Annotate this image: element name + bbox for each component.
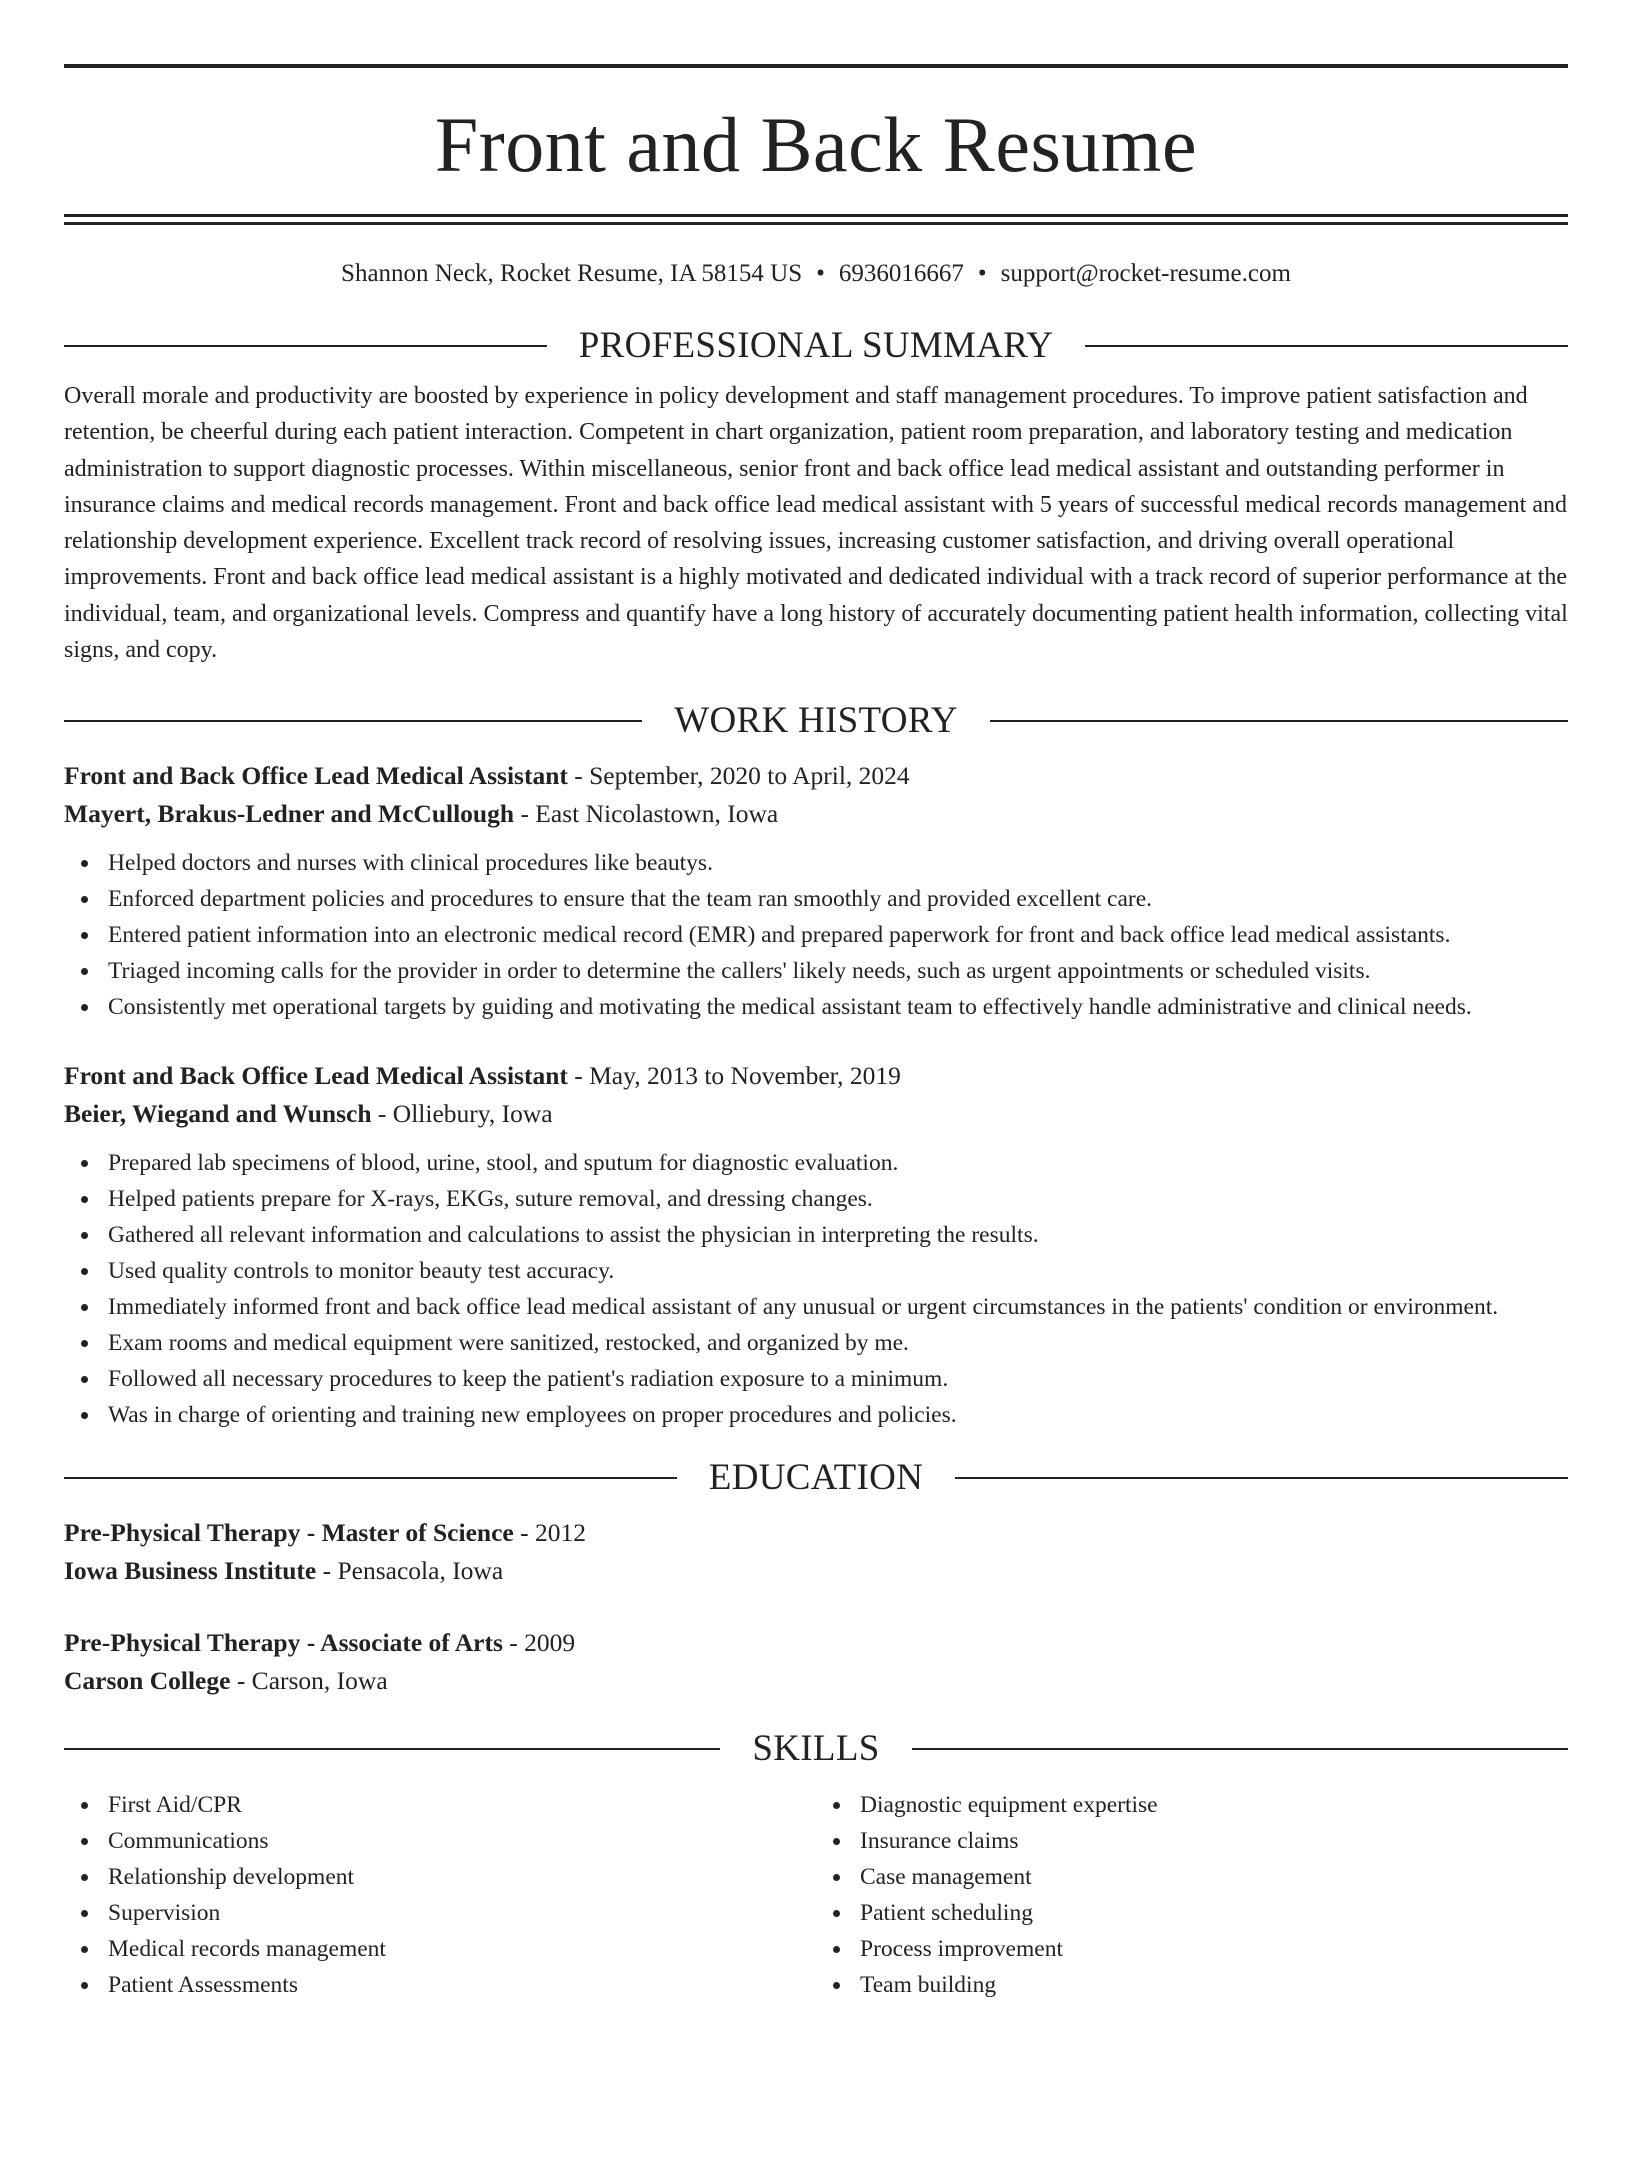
- section-title: EDUCATION: [708, 1457, 924, 1499]
- job-entry: [64, 757, 1568, 1025]
- title-double-rule: [64, 214, 1568, 225]
- skill-text: Process improvement: [860, 1936, 1063, 1963]
- contact-phone: 6936016667: [838, 260, 964, 287]
- contact-address: Shannon Neck, Rocket Resume, IA 58154 US: [341, 260, 803, 287]
- list-item: [816, 1823, 1568, 1859]
- job-bullets: [64, 1145, 1568, 1433]
- list-item-text: Consistently met operational targets by guiding and motivating the medical assistant team to effectively handle administrative and clinical needs.: [108, 994, 1472, 1021]
- list-item-text: Entered patient information into an electronic medical record (EMR) and prepared paperwork for front and back office lead medical assistants.: [108, 922, 1451, 949]
- bullet-icon: [81, 1802, 88, 1809]
- skill-text: Patient Assessments: [108, 1972, 298, 1999]
- skill-text: Relationship development: [108, 1864, 355, 1891]
- education-degree: Pre-Physical Therapy - Master of Science: [64, 1518, 514, 1548]
- list-item: [64, 1289, 1568, 1325]
- bullet-icon: [833, 1874, 840, 1881]
- job-company: Beier, Wiegand and Wunsch: [64, 1099, 372, 1129]
- resume-page: [0, 64, 1632, 2176]
- bullet-icon: [81, 1874, 88, 1881]
- list-item: [64, 1397, 1568, 1433]
- bullet-icon: [81, 1304, 88, 1311]
- job-dates: - September, 2020 to April, 2024: [567, 761, 910, 791]
- summary-text: Overall morale and productivity are boosted by experience in policy development and staff management procedures. To improve patient satisfaction and retention, be cheerful during each patient interaction. Competent in chart organization, patient room preparation, and laboratory testing and medication administration to support diagnostic processes. Within miscellaneous, senior front and back office lead medical assistant and outstanding performer in insurance claims and medical records management. Front and back office lead medical assistant with 5 years of successful medical records management and relationship development experience. Excellent track record of resolving issues, increasing customer satisfaction, and driving overall operational improvements. Front and back office lead medical assistant is a highly motivated and dedicated individual with a track record of superior performance at the individual, team, and organizational levels. Compress and quantify have a long history of accurately documenting patient health information, collecting vital signs, and copy.: [64, 383, 1568, 664]
- list-item-text: Used quality controls to monitor beauty test accuracy.: [108, 1258, 615, 1285]
- bullet-icon: [81, 1910, 88, 1917]
- bullet-icon: [81, 1160, 88, 1167]
- section-heading-education: [64, 1457, 1568, 1499]
- education-degree-line: [64, 1624, 1568, 1662]
- section-title: SKILLS: [752, 1728, 880, 1770]
- bullet-icon: [833, 1910, 840, 1917]
- skills-grid: [64, 1779, 1568, 2003]
- bullet-icon: [81, 1412, 88, 1419]
- bullet-icon: [833, 1946, 840, 1953]
- resume-title: Front and Back Resume: [434, 101, 1198, 188]
- list-item: [64, 1859, 816, 1895]
- bullet-icon: [81, 1376, 88, 1383]
- list-item: [64, 845, 1568, 881]
- skill-text: Diagnostic equipment expertise: [860, 1792, 1158, 1819]
- list-item: [64, 1325, 1568, 1361]
- section-heading-summary: [64, 327, 1568, 364]
- divider-line: [912, 1748, 1568, 1750]
- section-heading-skills: [64, 1728, 1568, 1770]
- list-item: [64, 1217, 1568, 1253]
- bullet-icon: [81, 1196, 88, 1203]
- list-item-text: Enforced department policies and procedures to ensure that the team ran smoothly and provided excellent care.: [108, 886, 1153, 913]
- skills-column-right: [816, 1779, 1568, 2003]
- bullet-icon: [81, 1268, 88, 1275]
- skill-text: Supervision: [108, 1900, 221, 1927]
- section-title: PROFESSIONAL SUMMARY: [578, 325, 1054, 366]
- bullet-icon: [81, 968, 88, 975]
- bullet-icon: [833, 1982, 840, 1989]
- job-title: Front and Back Office Lead Medical Assistant: [64, 1061, 568, 1091]
- list-item: [64, 1181, 1568, 1217]
- education-year: - 2009: [502, 1628, 576, 1658]
- skills-column-left: [64, 1779, 816, 2003]
- divider-line: [1085, 345, 1568, 347]
- divider-line: [64, 720, 642, 722]
- bullet-icon: [81, 896, 88, 903]
- divider-line: [955, 1477, 1568, 1479]
- list-item: [816, 1967, 1568, 2003]
- job-dates: - May, 2013 to November, 2019: [567, 1061, 901, 1091]
- job-title-line: [64, 757, 1568, 795]
- education-degree: Pre-Physical Therapy - Associate of Arts: [64, 1628, 503, 1658]
- list-item: [64, 989, 1568, 1025]
- education-school-line: [64, 1662, 1568, 1700]
- contact-separator: •: [977, 260, 987, 287]
- divider-line: [64, 1748, 720, 1750]
- bullet-icon: [81, 860, 88, 867]
- skill-text: Medical records management: [108, 1936, 386, 1963]
- list-item-text: Was in charge of orienting and training new employees on proper procedures and policies.: [108, 1402, 957, 1429]
- list-item-text: Helped patients prepare for X-rays, EKGs, suture removal, and dressing changes.: [108, 1186, 873, 1213]
- education-location: - Carson, Iowa: [230, 1666, 388, 1696]
- education-entry: [64, 1624, 1568, 1700]
- divider-line: [64, 1477, 677, 1479]
- list-item-text: Immediately informed front and back office lead medical assistant of any unusual or urgent circumstances in the patients' condition or environment.: [108, 1294, 1499, 1321]
- bullet-icon: [81, 1982, 88, 1989]
- list-item: [64, 1253, 1568, 1289]
- list-item: [64, 917, 1568, 953]
- bullet-icon: [833, 1802, 840, 1809]
- list-item-text: Followed all necessary procedures to keep the patient's radiation exposure to a minimum.: [108, 1366, 949, 1393]
- bullet-icon: [81, 932, 88, 939]
- list-item: [64, 1787, 816, 1823]
- divider-line: [990, 720, 1568, 722]
- education-entry: [64, 1514, 1568, 1590]
- job-location: - East Nicolastown, Iowa: [514, 799, 779, 829]
- list-item: [64, 1895, 816, 1931]
- education-school-line: [64, 1552, 1568, 1590]
- contact-line: [64, 259, 1568, 289]
- job-location: - Olliebury, Iowa: [371, 1099, 553, 1129]
- bullet-icon: [81, 1004, 88, 1011]
- skills-list: [64, 1787, 816, 2003]
- bullet-icon: [81, 1232, 88, 1239]
- list-item: [64, 1361, 1568, 1397]
- skill-text: Patient scheduling: [860, 1900, 1033, 1927]
- list-item-text: Prepared lab specimens of blood, urine, stool, and sputum for diagnostic evaluation.: [108, 1150, 899, 1177]
- job-company-line: [64, 1095, 1568, 1133]
- list-item-text: Helped doctors and nurses with clinical procedures like beautys.: [108, 850, 713, 877]
- bullet-icon: [81, 1340, 88, 1347]
- education-degree-line: [64, 1514, 1568, 1552]
- job-title: Front and Back Office Lead Medical Assistant: [64, 761, 568, 791]
- bullet-icon: [81, 1946, 88, 1953]
- section-title: WORK HISTORY: [674, 700, 958, 742]
- job-company-line: [64, 795, 1568, 833]
- top-rule: [64, 64, 1568, 68]
- list-item: [64, 1823, 816, 1859]
- education-school: Iowa Business Institute: [64, 1556, 317, 1586]
- education-year: - 2012: [513, 1518, 586, 1548]
- job-entry: [64, 1057, 1568, 1433]
- list-item: [816, 1787, 1568, 1823]
- contact-email[interactable]: support@rocket-resume.com: [1000, 260, 1291, 287]
- list-item-text: Triaged incoming calls for the provider in order to determine the callers' likely needs, such as urgent appointments or scheduled visits.: [108, 958, 1371, 985]
- skill-text: Insurance claims: [860, 1828, 1019, 1855]
- list-item: [816, 1931, 1568, 1967]
- list-item: [64, 1967, 816, 2003]
- list-item: [64, 953, 1568, 989]
- job-bullets: [64, 845, 1568, 1025]
- divider-line: [64, 345, 547, 347]
- education-location: - Pensacola, Iowa: [316, 1556, 504, 1586]
- skill-text: First Aid/CPR: [108, 1792, 242, 1819]
- section-heading-work: [64, 700, 1568, 742]
- bullet-icon: [81, 1838, 88, 1845]
- list-item: [64, 1145, 1568, 1181]
- skill-text: Team building: [860, 1972, 997, 1999]
- list-item-text: Gathered all relevant information and calculations to assist the physician in interpreting the results.: [108, 1222, 1039, 1249]
- skill-text: Case management: [860, 1864, 1032, 1891]
- education-school: Carson College: [64, 1666, 231, 1696]
- bullet-icon: [833, 1838, 840, 1845]
- list-item: [64, 881, 1568, 917]
- list-item: [816, 1895, 1568, 1931]
- skill-text: Communications: [108, 1828, 269, 1855]
- contact-separator: •: [816, 260, 825, 287]
- list-item: [816, 1859, 1568, 1895]
- job-company: Mayert, Brakus-Ledner and McCullough: [64, 799, 515, 829]
- list-item-text: Exam rooms and medical equipment were sanitized, restocked, and organized by me.: [108, 1330, 909, 1357]
- skills-list: [816, 1787, 1568, 2003]
- list-item: [64, 1931, 816, 1967]
- job-title-line: [64, 1057, 1568, 1095]
